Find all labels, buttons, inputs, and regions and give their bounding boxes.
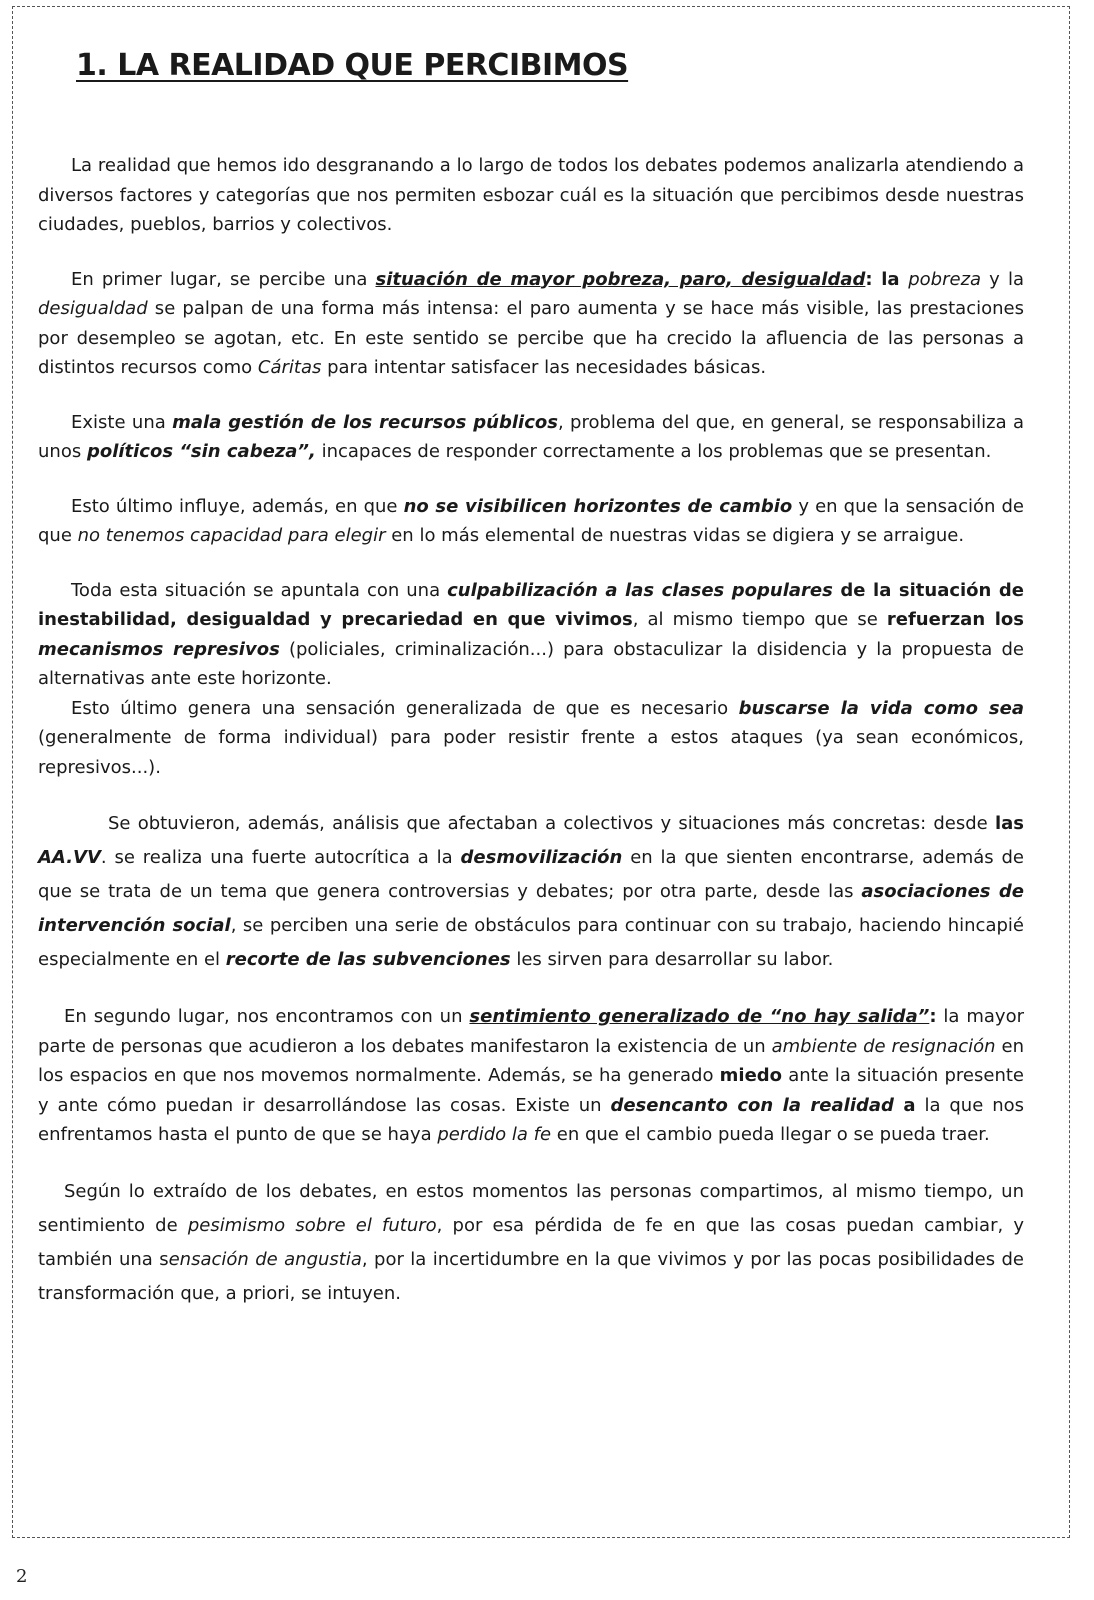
paragraph-survival: Esto último genera una sensación generalizada de que es necesario buscarse la vida como sea (generalmente de forma individual) para poder resistir frente a estos ataques (ya sean económicos, represivos...). bbox=[38, 697, 1025, 778]
document-body bbox=[38, 48, 1024, 1336]
paragraph-no-exit: En segundo lugar, nos encontramos con un sentimiento generalizado de “no hay salida”: la mayor parte de personas que acudieron a los debates manifestaron la existencia de un ambiente de resignación en los espacios en que nos movemos normalmente. Además, se ha generado miedo ante la situación presente y ante cómo puedan ir desarrollándose las cosas. Existe un desencanto con la realidad a la que nos enfrentamos hasta el punto de que se haya perdido la fe en que el cambio pueda llegar o se pueda traer. bbox=[38, 1006, 1024, 1145]
paragraph-intro: La realidad que hemos ido desgranando a lo largo de todos los debates podemos analizarla atendiendo a diversos factores y categorías que nos permiten esbozar cuál es la situación que percibimos desde nuestras ciudades, pueblos, barrios y colectivos. bbox=[38, 155, 1024, 235]
section-heading: 1. LA REALIDAD QUE PERCIBIMOS bbox=[76, 48, 629, 83]
paragraph-poverty: En primer lugar, se percibe una situación de mayor pobreza, paro, desigualdad: la pobreza y la desigualdad se palpan de una forma más intensa: el paro aumenta y se hace más visible, las prestaciones por desempleo se agotan, etc. En este sentido se percibe que ha crecido la afluencia de las personas a distintos recursos como Cáritas para intentar satisfacer las necesidades básicas. bbox=[38, 268, 1024, 378]
emphasis-no-exit: sentimiento generalizado de “no hay salida” bbox=[469, 1006, 930, 1027]
emphasis-poverty-situation: situación de mayor pobreza, paro, desigualdad bbox=[375, 268, 866, 290]
page-number: 2 bbox=[16, 1566, 28, 1587]
paragraph-blame: Toda esta situación se apuntala con una culpabilización a las clases populares de la situación de inestabilidad, desigualdad y precariedad en que vivimos, al mismo tiempo que se refuerzan los mecanismos represivos (policiales, criminalización...) para obstaculizar la disidencia y la propuesta de alternativas ante este horizonte. bbox=[38, 579, 1025, 689]
paragraph-horizons: Esto último influye, además, en que no se visibilicen horizontes de cambio y en que la sensación de que no tenemos capacidad para elegir en lo más elemental de nuestras vidas se digiera y se arraigue. bbox=[38, 495, 1024, 546]
paragraph-collectives: Se obtuvieron, además, análisis que afectaban a colectivos y situaciones más concretas: desde las AA.VV. se realiza una fuerte autocrítica a la desmovilización en la que sienten encontrarse, además de que se trata de un tema que genera controversias y debates; por otra parte, desde las asociaciones de intervención social, se perciben una serie de obstáculos para continuar con su trabajo, haciendo hincapié especialmente en el recorte de las subvenciones les sirven para desarrollar su labor. bbox=[38, 813, 1024, 970]
paragraph-pessimism: Según lo extraído de los debates, en estos momentos las personas compartimos, al mismo tiempo, un sentimiento de pesimismo sobre el futuro, por esa pérdida de fe en que las cosas puedan cambiar, y también una sensación de angustia, por la incertidumbre en la que vivimos y por las pocas posibilidades de transformación que, a priori, se intuyen. bbox=[38, 1180, 1025, 1304]
paragraph-public-management: Existe una mala gestión de los recursos públicos, problema del que, en general, se responsabiliza a unos políticos “sin cabeza”, incapaces de responder correctamente a los problemas que se presentan. bbox=[38, 411, 1024, 462]
